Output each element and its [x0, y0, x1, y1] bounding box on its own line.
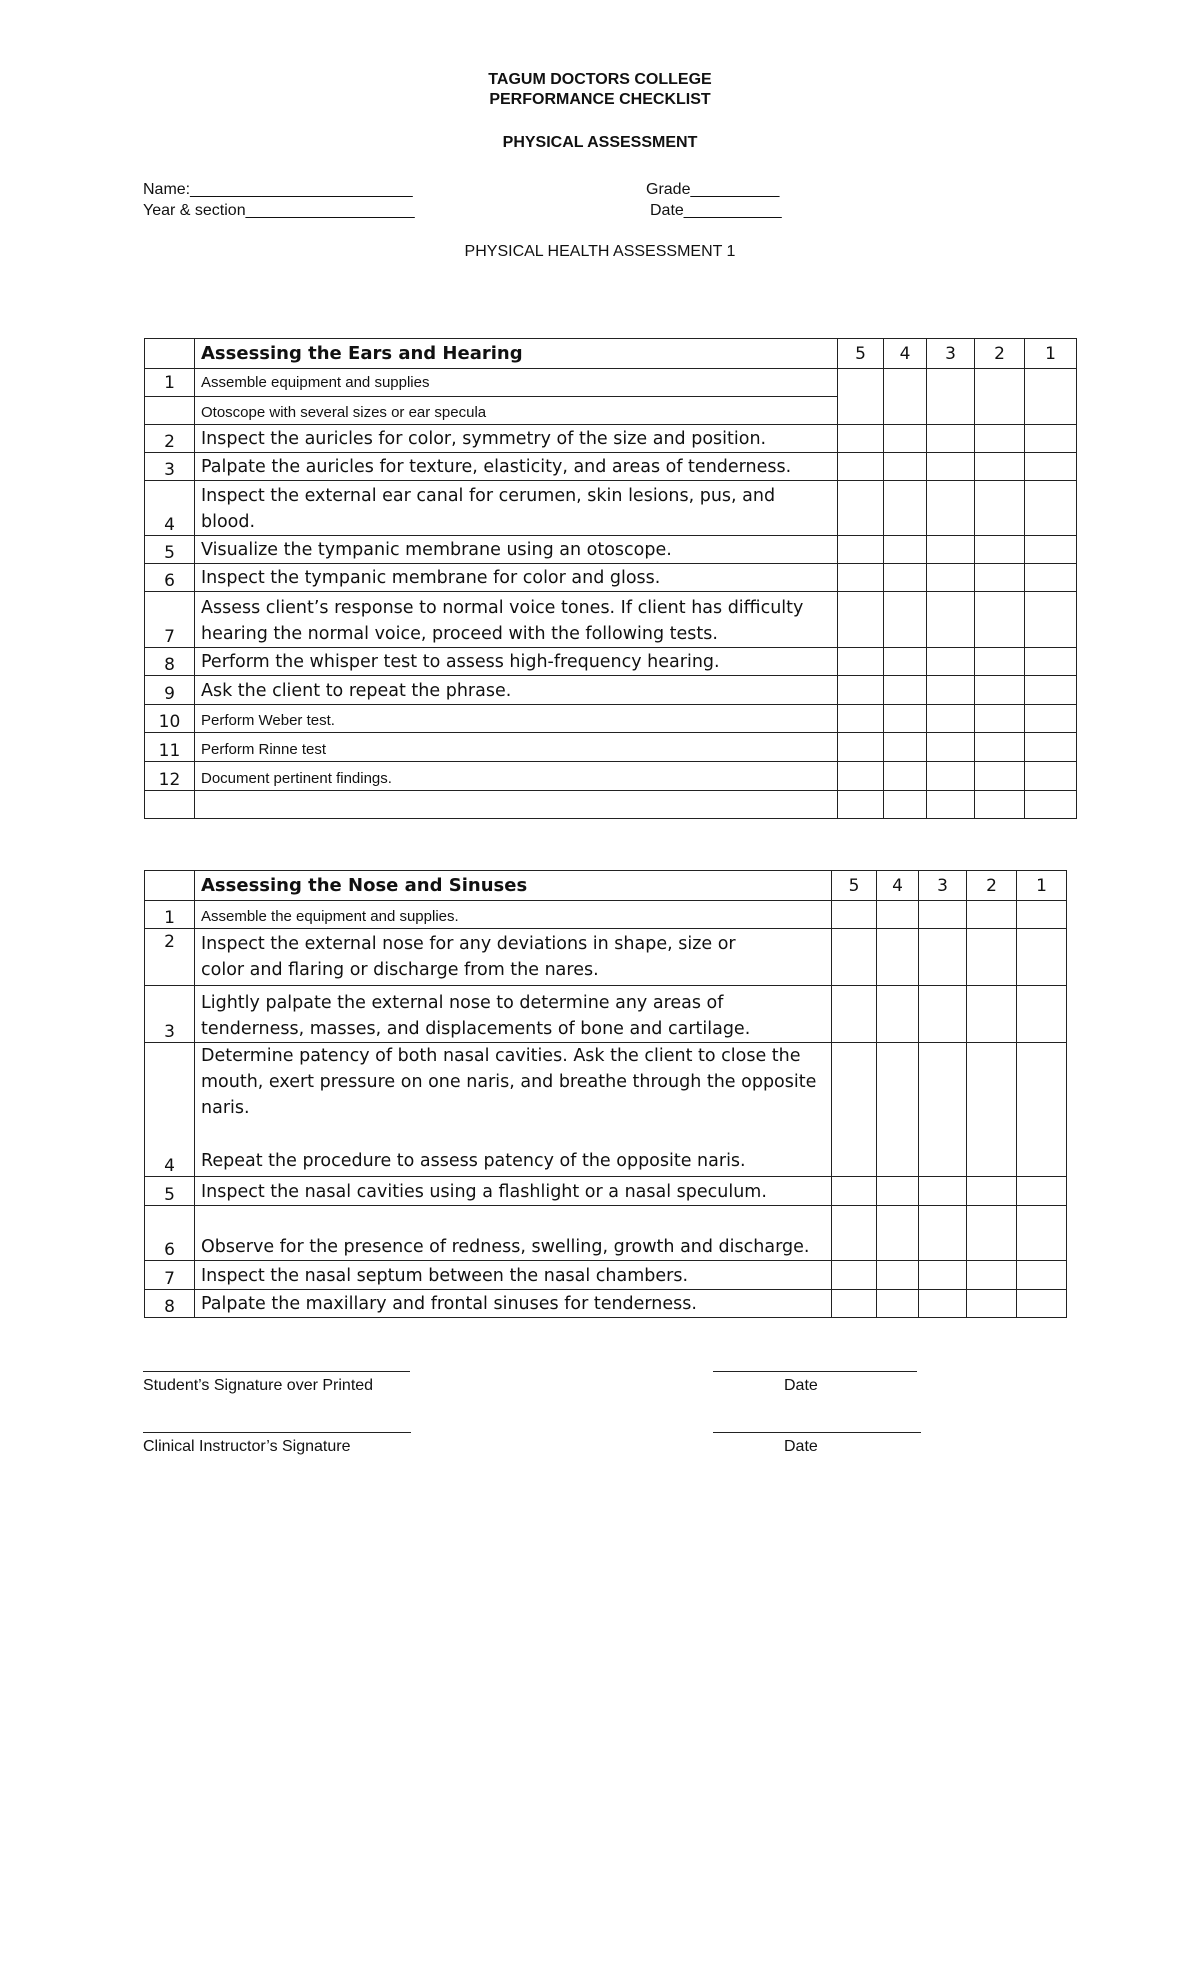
score-cell[interactable] — [877, 1043, 919, 1177]
score-cell[interactable] — [975, 648, 1025, 676]
score-label: 4 — [877, 871, 919, 901]
table-row — [145, 425, 1077, 453]
row-text: Inspect the auricles for color, symmetry of the size and position. — [195, 425, 838, 453]
table-row — [145, 929, 1067, 986]
row-number: 8 — [145, 1290, 195, 1318]
score-cell[interactable] — [884, 676, 927, 705]
row-text-block — [195, 1043, 832, 1177]
table-row — [145, 1261, 1067, 1290]
score-cell[interactable] — [838, 791, 884, 819]
score-cell[interactable] — [927, 705, 975, 733]
row-text: Assemble the equipment and supplies. — [195, 901, 832, 929]
score-cell[interactable] — [975, 762, 1025, 791]
score-cell[interactable] — [884, 791, 927, 819]
nose-sinuses-table — [144, 870, 1067, 1318]
score-cell[interactable] — [884, 564, 927, 592]
score-cell[interactable] — [832, 901, 877, 929]
row-text: Inspect the nasal septum between the nasal chambers. — [195, 1261, 832, 1290]
table-row — [145, 536, 1077, 564]
instructor-date-line[interactable] — [713, 1432, 921, 1433]
grade-field[interactable]: Grade__________ — [646, 181, 780, 198]
score-cell[interactable] — [967, 986, 1017, 1043]
score-cell[interactable] — [967, 901, 1017, 929]
score-cell[interactable] — [838, 536, 884, 564]
table-header-row — [145, 339, 1077, 369]
score-cell[interactable] — [884, 536, 927, 564]
row-number: 7 — [145, 1261, 195, 1290]
score-cell[interactable] — [877, 1261, 919, 1290]
score-cell[interactable] — [919, 929, 967, 986]
table-header-row — [145, 871, 1067, 901]
score-cell[interactable] — [927, 425, 975, 453]
score-cell[interactable] — [838, 369, 884, 425]
score-cell[interactable] — [975, 733, 1025, 762]
score-cell[interactable] — [884, 425, 927, 453]
score-cell[interactable] — [927, 648, 975, 676]
score-cell[interactable] — [877, 1177, 919, 1206]
score-cell[interactable] — [884, 481, 927, 536]
score-cell[interactable] — [927, 762, 975, 791]
score-cell[interactable] — [975, 425, 1025, 453]
score-cell[interactable] — [832, 1177, 877, 1206]
score-cell[interactable] — [884, 648, 927, 676]
row-text: Determine patency of both nasal cavities. Ask the client to close the mouth, exert pressure on one naris, and breathe through the opposite naris. — [201, 1046, 817, 1118]
score-cell[interactable] — [927, 481, 975, 536]
row-number: 11 — [145, 733, 195, 762]
table-row — [145, 791, 1077, 819]
score-cell[interactable] — [1025, 453, 1077, 481]
score-cell[interactable] — [832, 1206, 877, 1261]
row-number: 2 — [145, 425, 195, 453]
score-cell[interactable] — [967, 929, 1017, 986]
row-text: Perform Rinne test — [195, 733, 838, 762]
score-cell[interactable] — [975, 481, 1025, 536]
row-text: Lightly palpate the external nose to determine any areas of tenderness, masses, and displacements of bone and cartilage. — [195, 986, 832, 1043]
row-text: Otoscope with several sizes or ear specula — [195, 397, 838, 425]
header-num-cell — [145, 871, 195, 901]
row-text: Ask the client to repeat the phrase. — [195, 676, 838, 705]
row-number: 4 — [145, 481, 195, 536]
instructor-signature-line[interactable] — [143, 1432, 411, 1433]
score-cell[interactable] — [975, 592, 1025, 648]
score-cell[interactable] — [838, 762, 884, 791]
score-cell[interactable] — [1025, 536, 1077, 564]
score-cell[interactable] — [1025, 791, 1077, 819]
row-text — [195, 791, 838, 819]
score-cell[interactable] — [927, 453, 975, 481]
score-cell[interactable] — [927, 791, 975, 819]
score-cell[interactable] — [832, 929, 877, 986]
row-number: 3 — [145, 986, 195, 1043]
score-cell[interactable] — [1025, 705, 1077, 733]
score-cell[interactable] — [838, 564, 884, 592]
score-cell[interactable] — [838, 481, 884, 536]
score-cell[interactable] — [927, 369, 975, 425]
score-cell[interactable] — [1025, 676, 1077, 705]
score-cell[interactable] — [1025, 425, 1077, 453]
student-date-label: Date — [784, 1377, 818, 1394]
instructor-signature-label: Clinical Instructor’s Signature — [143, 1438, 351, 1455]
score-cell[interactable] — [1025, 481, 1077, 536]
row-number: 1 — [145, 901, 195, 929]
row-number: 10 — [145, 705, 195, 733]
student-date-line[interactable] — [713, 1371, 917, 1372]
row-text: Inspect the nasal cavities using a flashlight or a nasal speculum. — [195, 1177, 832, 1206]
section-heading: Assessing the Ears and Hearing — [195, 339, 838, 369]
score-cell[interactable] — [832, 986, 877, 1043]
score-cell[interactable] — [919, 1206, 967, 1261]
row-number: 2 — [145, 929, 195, 986]
score-cell[interactable] — [967, 1261, 1017, 1290]
score-label: 3 — [919, 871, 967, 901]
row-text: Inspect the tympanic membrane for color and gloss. — [195, 564, 838, 592]
score-cell[interactable] — [919, 986, 967, 1043]
row-number: 12 — [145, 762, 195, 791]
score-cell[interactable] — [975, 676, 1025, 705]
row-text: Palpate the auricles for texture, elasticity, and areas of tenderness. — [195, 453, 838, 481]
row-number: 7 — [145, 592, 195, 648]
table-row — [145, 986, 1067, 1043]
score-cell[interactable] — [884, 733, 927, 762]
row-text-continued: Repeat the procedure to assess patency of the opposite naris. — [201, 1151, 746, 1171]
row-number: 1 — [145, 369, 195, 397]
score-label: 4 — [884, 339, 927, 369]
score-cell[interactable] — [838, 733, 884, 762]
score-cell[interactable] — [975, 564, 1025, 592]
table-row — [145, 901, 1067, 929]
row-number: 6 — [145, 564, 195, 592]
score-cell[interactable] — [838, 592, 884, 648]
score-cell[interactable] — [877, 1290, 919, 1318]
score-cell[interactable] — [919, 1261, 967, 1290]
score-cell[interactable] — [975, 369, 1025, 425]
instructor-date-label: Date — [784, 1438, 818, 1455]
score-cell[interactable] — [838, 676, 884, 705]
score-cell[interactable] — [975, 705, 1025, 733]
score-label: 3 — [927, 339, 975, 369]
college-name: TAGUM DOCTORS COLLEGE — [488, 71, 712, 88]
subject-title: PHYSICAL ASSESSMENT — [502, 134, 698, 151]
score-cell[interactable] — [967, 1043, 1017, 1177]
row-text: Inspect the external nose for any deviations in shape, size or color and flaring or discharge from the nares. — [195, 929, 832, 986]
row-number: 9 — [145, 676, 195, 705]
score-cell[interactable] — [1025, 648, 1077, 676]
row-text: Palpate the maxillary and frontal sinuses for tenderness. — [195, 1290, 832, 1318]
student-signature-label: Student’s Signature over Printed — [143, 1377, 374, 1394]
row-text: Assemble equipment and supplies — [195, 369, 838, 397]
score-cell[interactable] — [838, 648, 884, 676]
name-field[interactable]: Name:_________________________ — [143, 181, 413, 198]
score-label: 2 — [967, 871, 1017, 901]
table-row — [145, 1290, 1067, 1318]
row-number: 5 — [145, 1177, 195, 1206]
table-row — [145, 648, 1077, 676]
score-cell[interactable] — [975, 791, 1025, 819]
score-label: 2 — [975, 339, 1025, 369]
ears-hearing-table — [144, 338, 1077, 819]
table-row — [145, 369, 1077, 397]
table-row — [145, 564, 1077, 592]
score-cell[interactable] — [884, 453, 927, 481]
score-cell[interactable] — [1017, 1261, 1067, 1290]
score-cell[interactable] — [1025, 369, 1077, 425]
score-cell[interactable] — [877, 986, 919, 1043]
score-cell[interactable] — [838, 425, 884, 453]
score-cell[interactable] — [967, 1177, 1017, 1206]
score-cell[interactable] — [1017, 1290, 1067, 1318]
score-cell[interactable] — [877, 929, 919, 986]
row-text: Perform Weber test. — [195, 705, 838, 733]
table-row — [145, 453, 1077, 481]
score-cell[interactable] — [919, 1177, 967, 1206]
score-cell[interactable] — [884, 705, 927, 733]
row-number — [145, 791, 195, 819]
score-cell[interactable] — [927, 733, 975, 762]
score-cell[interactable] — [919, 1290, 967, 1318]
header-num-cell — [145, 339, 195, 369]
score-cell[interactable] — [884, 762, 927, 791]
score-label: 5 — [832, 871, 877, 901]
score-cell[interactable] — [919, 901, 967, 929]
table-row — [145, 592, 1077, 648]
table-row — [145, 676, 1077, 705]
score-cell[interactable] — [884, 369, 927, 425]
score-cell[interactable] — [838, 453, 884, 481]
assessment-title: PHYSICAL HEALTH ASSESSMENT 1 — [464, 243, 736, 260]
score-label: 5 — [838, 339, 884, 369]
year-section-field[interactable]: Year & section___________________ — [143, 202, 415, 219]
score-cell[interactable] — [1017, 929, 1067, 986]
score-label: 1 — [1025, 339, 1077, 369]
row-text: Visualize the tympanic membrane using an otoscope. — [195, 536, 838, 564]
table-row — [145, 733, 1077, 762]
table-row — [145, 481, 1077, 536]
score-cell[interactable] — [967, 1206, 1017, 1261]
row-number: 3 — [145, 453, 195, 481]
student-signature-line[interactable] — [143, 1371, 410, 1372]
table-row — [145, 1177, 1067, 1206]
row-text: Perform the whisper test to assess high-frequency hearing. — [195, 648, 838, 676]
score-cell[interactable] — [927, 536, 975, 564]
section-heading: Assessing the Nose and Sinuses — [195, 871, 832, 901]
row-text: Document pertinent findings. — [195, 762, 838, 791]
row-text: Observe for the presence of redness, swelling, growth and discharge. — [195, 1206, 832, 1261]
date-field[interactable]: Date___________ — [650, 202, 782, 219]
score-cell[interactable] — [1025, 564, 1077, 592]
checklist-title: PERFORMANCE CHECKLIST — [489, 91, 711, 108]
score-cell[interactable] — [832, 1043, 877, 1177]
table-row — [145, 1043, 1067, 1177]
score-cell[interactable] — [1025, 762, 1077, 791]
score-cell[interactable] — [877, 901, 919, 929]
score-cell[interactable] — [832, 1261, 877, 1290]
score-cell[interactable] — [884, 592, 927, 648]
score-cell[interactable] — [1025, 592, 1077, 648]
score-cell[interactable] — [927, 676, 975, 705]
score-cell[interactable] — [1017, 1177, 1067, 1206]
score-cell[interactable] — [838, 705, 884, 733]
score-cell[interactable] — [1017, 1043, 1067, 1177]
row-text: Assess client’s response to normal voice tones. If client has difficulty hearing the normal voice, proceed with the following tests. — [195, 592, 838, 648]
row-text: Inspect the external ear canal for cerumen, skin lesions, pus, and blood. — [195, 481, 838, 536]
score-cell[interactable] — [1017, 1206, 1067, 1261]
row-number: 4 — [145, 1043, 195, 1177]
table-row — [145, 1206, 1067, 1261]
row-number: 8 — [145, 648, 195, 676]
table-row — [145, 762, 1077, 791]
score-cell[interactable] — [919, 1043, 967, 1177]
score-cell[interactable] — [975, 453, 1025, 481]
score-cell[interactable] — [1017, 901, 1067, 929]
table-row — [145, 705, 1077, 733]
score-cell[interactable] — [967, 1290, 1017, 1318]
score-cell[interactable] — [877, 1206, 919, 1261]
score-cell[interactable] — [1017, 986, 1067, 1043]
score-cell[interactable] — [1025, 733, 1077, 762]
row-number: 6 — [145, 1206, 195, 1261]
score-cell[interactable] — [975, 536, 1025, 564]
row-number — [145, 397, 195, 425]
score-cell[interactable] — [927, 592, 975, 648]
score-cell[interactable] — [832, 1290, 877, 1318]
score-label: 1 — [1017, 871, 1067, 901]
score-cell[interactable] — [927, 564, 975, 592]
row-number: 5 — [145, 536, 195, 564]
